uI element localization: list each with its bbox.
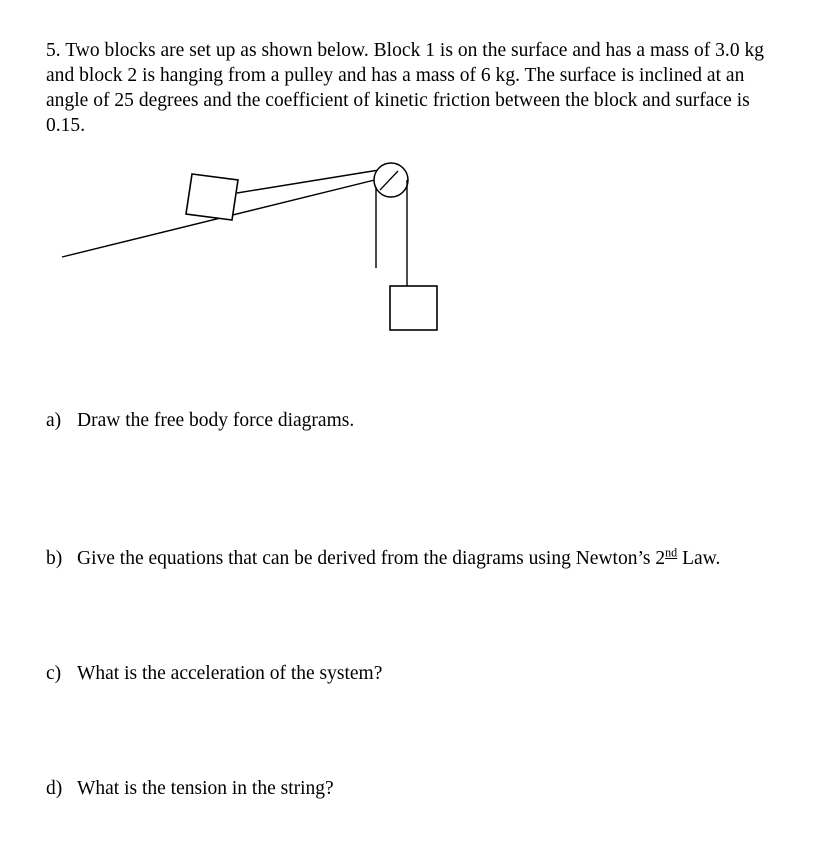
question-c [46,661,786,686]
string-incline-segment [237,170,379,193]
question-b-text-after: Law. [677,548,721,569]
hanging-block [390,286,437,330]
inclined-plane-figure [46,140,466,350]
question-a [46,408,786,433]
question-b [46,546,786,571]
question-a-text: Draw the free body force diagrams. [77,410,355,431]
question-d-marker: d) [46,778,63,799]
question-c-marker: c) [46,663,62,684]
question-d-text: What is the tension in the string? [77,778,334,799]
question-b-ordinal-suffix: nd [665,545,678,560]
question-a-marker: a) [46,410,62,431]
block-on-incline [186,174,238,220]
question-c-text: What is the acceleration of the system? [77,663,383,684]
question-b-text-before: Give the equations that can be derived from the diagrams using Newton’s 2 [77,548,666,569]
figure-svg [46,140,466,350]
pulley-circle [374,163,408,197]
question-b-marker: b) [46,548,63,569]
question-d [46,776,786,801]
problem-statement: 5. Two blocks are set up as shown below. Block 1 is on the surface and has a mass of 3.0 kg and block 2 is hanging from a pulley and has a mass of 6 kg. The surface is inclined at an angle of 25 degrees and the coefficient of kinetic friction between the block and surface is 0.15. [46,39,765,137]
